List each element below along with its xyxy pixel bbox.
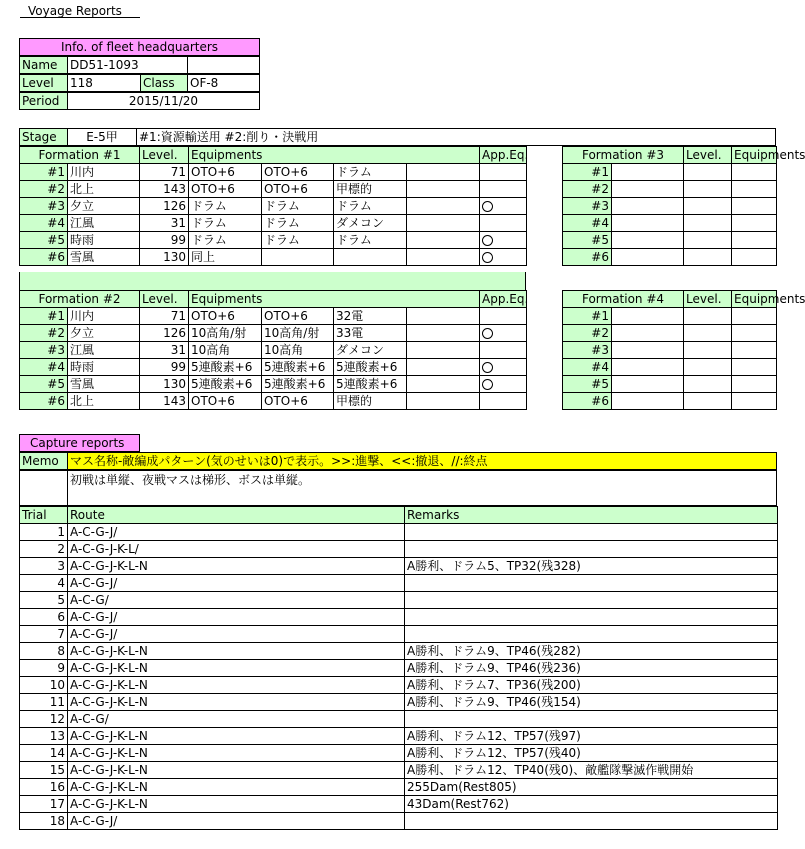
equip-2: ドラム <box>262 232 334 249</box>
ship-level <box>684 181 732 198</box>
table-row <box>20 308 527 325</box>
equip-1 <box>732 215 777 232</box>
circle-mark-icon <box>482 362 493 373</box>
slot-number: #1 <box>563 164 612 181</box>
ship-name <box>612 359 684 376</box>
table-row <box>20 745 778 762</box>
equip-1: OTO+6 <box>189 308 262 325</box>
equip-1 <box>732 164 777 181</box>
remarks-cell <box>405 524 778 541</box>
route-cell: A-C-G-J-K-L-N <box>68 694 405 711</box>
ship-name: 江風 <box>68 342 140 359</box>
slot-number: #6 <box>563 393 612 410</box>
route-cell: A-C-G-J/ <box>68 609 405 626</box>
equip-1 <box>732 181 777 198</box>
equip-2: 5連酸素+6 <box>262 376 334 393</box>
table-row <box>20 677 778 694</box>
route-cell: A-C-G-J-K-L-N <box>68 660 405 677</box>
equip-3: 甲標的 <box>334 181 407 198</box>
app-eq-cell <box>480 198 527 215</box>
table-row <box>563 342 777 359</box>
memo-label: Memo <box>19 452 68 470</box>
trial-number: 4 <box>20 575 68 592</box>
formation1-level-header: Level. <box>140 147 189 164</box>
equip-3: ダメコン <box>334 215 407 232</box>
ship-name <box>612 198 684 215</box>
table-row <box>20 215 527 232</box>
equip-1: 10高角 <box>189 342 262 359</box>
remarks-cell: A勝利、ドラム12、TP40(残0)、敵艦隊撃滅作戦開始 <box>405 762 778 779</box>
equip-4 <box>407 393 480 410</box>
table-row <box>20 558 778 575</box>
equip-1: 10高角/射 <box>189 325 262 342</box>
table-row <box>20 325 527 342</box>
ship-level <box>684 249 732 266</box>
ship-name <box>612 342 684 359</box>
equip-1: ドラム <box>189 232 262 249</box>
app-eq-cell <box>480 376 527 393</box>
table-row <box>563 325 777 342</box>
equip-2: OTO+6 <box>262 393 334 410</box>
trial-number: 10 <box>20 677 68 694</box>
route-cell: A-C-G-J-K-L/ <box>68 541 405 558</box>
table-row <box>20 541 778 558</box>
trial-number: 15 <box>20 762 68 779</box>
ship-level: 126 <box>140 325 189 342</box>
equip-3: 32電 <box>334 308 407 325</box>
ship-name <box>612 164 684 181</box>
slot-number: #6 <box>20 249 68 266</box>
equip-1: OTO+6 <box>189 181 262 198</box>
formation4-title: Formation #4 <box>563 291 684 308</box>
table-row <box>20 660 778 677</box>
capture-header: Capture reports <box>19 434 140 452</box>
remarks-cell: A勝利、ドラム9、TP46(残236) <box>405 660 778 677</box>
equip-1: 5連酸素+6 <box>189 376 262 393</box>
trial-number: 5 <box>20 592 68 609</box>
equip-1: OTO+6 <box>189 164 262 181</box>
formation3-title: Formation #3 <box>563 147 684 164</box>
equip-3: ドラム <box>334 198 407 215</box>
ship-name: 北上 <box>68 181 140 198</box>
slot-number: #5 <box>20 376 68 393</box>
route-cell: A-C-G-J-K-L-N <box>68 728 405 745</box>
ship-level: 99 <box>140 359 189 376</box>
table-row <box>20 359 527 376</box>
table-row <box>20 779 778 796</box>
app-eq-cell <box>480 393 527 410</box>
route-cell: A-C-G-J/ <box>68 813 405 830</box>
table-row <box>563 308 777 325</box>
route-cell: A-C-G-J-K-L-N <box>68 745 405 762</box>
circle-mark-icon <box>482 379 493 390</box>
equip-1 <box>732 359 777 376</box>
hq-class-value: OF-8 <box>187 74 260 92</box>
equip-1 <box>732 376 777 393</box>
table-row <box>20 694 778 711</box>
formation3-table <box>562 146 805 266</box>
ship-level: 71 <box>140 164 189 181</box>
trial-number: 14 <box>20 745 68 762</box>
slot-number: #1 <box>20 164 68 181</box>
formation1-equip-header: Equipments <box>189 147 480 164</box>
table-row <box>563 181 777 198</box>
slot-number: #3 <box>563 342 612 359</box>
formation1-title: Formation #1 <box>20 147 140 164</box>
ship-name: 江風 <box>68 215 140 232</box>
formation4-equip-header: Equipments <box>732 291 777 308</box>
ship-name: 川内 <box>68 164 140 181</box>
equip-2: 5連酸素+6 <box>262 359 334 376</box>
ship-level <box>684 325 732 342</box>
circle-mark-icon <box>482 201 493 212</box>
ship-level: 130 <box>140 376 189 393</box>
table-row <box>563 198 777 215</box>
table-row <box>20 232 527 249</box>
equip-3: 5連酸素+6 <box>334 376 407 393</box>
equip-4 <box>407 181 480 198</box>
slot-number: #5 <box>20 232 68 249</box>
slot-number: #3 <box>20 342 68 359</box>
trial-number: 9 <box>20 660 68 677</box>
ship-level <box>684 198 732 215</box>
ship-level: 31 <box>140 215 189 232</box>
equip-1 <box>732 308 777 325</box>
circle-mark-icon <box>482 235 493 246</box>
hq-name-value: DD51-1093 <box>67 56 188 74</box>
remarks-cell <box>405 813 778 830</box>
slot-number: #4 <box>20 215 68 232</box>
table-row <box>20 626 778 643</box>
equip-2 <box>262 249 334 266</box>
hq-period-value: 2015/11/20 <box>67 92 260 110</box>
sheet-title: Voyage Reports <box>20 4 140 18</box>
ship-name <box>612 308 684 325</box>
route-cell: A-C-G-J/ <box>68 626 405 643</box>
route-cell: A-C-G-J-K-L-N <box>68 558 405 575</box>
table-row <box>563 249 777 266</box>
equip-1 <box>732 198 777 215</box>
slot-number: #2 <box>563 181 612 198</box>
table-row <box>20 711 778 728</box>
equip-1 <box>732 249 777 266</box>
memo-blank <box>19 470 68 506</box>
app-eq-cell <box>480 342 527 359</box>
ship-level: 99 <box>140 232 189 249</box>
formation4-table <box>562 290 805 410</box>
formation2-level-header: Level. <box>140 291 189 308</box>
table-row <box>20 181 527 198</box>
ship-name <box>612 232 684 249</box>
slot-number: #1 <box>563 308 612 325</box>
memo-line2: 初戦は単縦、夜戦マスは梯形、ボスは単縦。 <box>67 470 777 506</box>
equip-1: ドラム <box>189 215 262 232</box>
trial-number: 2 <box>20 541 68 558</box>
slot-number: #2 <box>563 325 612 342</box>
formation1-gap <box>19 272 526 290</box>
trial-number: 12 <box>20 711 68 728</box>
equip-3: ドラム <box>334 232 407 249</box>
formation3-equip-header: Equipments <box>732 147 777 164</box>
ship-name: 川内 <box>68 308 140 325</box>
equip-2: OTO+6 <box>262 308 334 325</box>
remarks-cell: 43Dam(Rest762) <box>405 796 778 813</box>
slot-number: #4 <box>20 359 68 376</box>
circle-mark-icon <box>482 252 493 263</box>
remarks-cell: A勝利、ドラム5、TP32(残328) <box>405 558 778 575</box>
table-row <box>20 762 778 779</box>
equip-1: OTO+6 <box>189 393 262 410</box>
equip-4 <box>407 325 480 342</box>
table-row <box>563 164 777 181</box>
ship-name <box>612 376 684 393</box>
ship-level <box>684 342 732 359</box>
hq-name-label: Name <box>19 56 68 74</box>
slot-number: #3 <box>563 198 612 215</box>
trial-number: 3 <box>20 558 68 575</box>
app-eq-cell <box>480 308 527 325</box>
route-cell: A-C-G-J-K-L-N <box>68 796 405 813</box>
remarks-cell <box>405 626 778 643</box>
equip-4 <box>407 232 480 249</box>
slot-number: #5 <box>563 376 612 393</box>
equip-3: 甲標的 <box>334 393 407 410</box>
table-row <box>20 643 778 660</box>
route-cell: A-C-G/ <box>68 711 405 728</box>
formation2-table <box>19 290 527 410</box>
remarks-cell <box>405 592 778 609</box>
formation2-appeq-header: App.Eq. <box>480 291 527 308</box>
app-eq-cell <box>480 359 527 376</box>
equip-4 <box>407 249 480 266</box>
table-row <box>20 796 778 813</box>
trial-number: 13 <box>20 728 68 745</box>
trial-number: 6 <box>20 609 68 626</box>
route-cell: A-C-G-J-K-L-N <box>68 677 405 694</box>
stage-note: #1:資源輸送用 #2:削り・決戦用 <box>136 128 776 146</box>
formation3-level-header: Level. <box>684 147 732 164</box>
ship-level: 71 <box>140 308 189 325</box>
equip-3 <box>334 249 407 266</box>
equip-4 <box>407 359 480 376</box>
equip-3: ダメコン <box>334 342 407 359</box>
table-row <box>20 393 527 410</box>
route-cell: A-C-G-J-K-L-N <box>68 762 405 779</box>
remarks-cell <box>405 609 778 626</box>
equip-4 <box>407 164 480 181</box>
ship-name: 夕立 <box>68 325 140 342</box>
app-eq-cell <box>480 325 527 342</box>
ship-level <box>684 393 732 410</box>
circle-mark-icon <box>482 328 493 339</box>
ship-level: 143 <box>140 393 189 410</box>
formation4-level-header: Level. <box>684 291 732 308</box>
ship-level <box>684 164 732 181</box>
equip-2: 10高角/射 <box>262 325 334 342</box>
trial-number: 7 <box>20 626 68 643</box>
ship-name: 時雨 <box>68 232 140 249</box>
equip-3: 5連酸素+6 <box>334 359 407 376</box>
table-row <box>20 609 778 626</box>
ship-name <box>612 249 684 266</box>
trial-number: 11 <box>20 694 68 711</box>
ship-name: 雪風 <box>68 376 140 393</box>
remarks-cell: A勝利、ドラム12、TP57(残40) <box>405 745 778 762</box>
stage-value: E-5甲 <box>67 128 137 146</box>
ship-level: 143 <box>140 181 189 198</box>
equip-3: ドラム <box>334 164 407 181</box>
equip-1 <box>732 232 777 249</box>
table-row <box>20 575 778 592</box>
slot-number: #1 <box>20 308 68 325</box>
ship-level: 126 <box>140 198 189 215</box>
route-cell: A-C-G/ <box>68 592 405 609</box>
route-cell: A-C-G-J/ <box>68 575 405 592</box>
equip-2: ドラム <box>262 198 334 215</box>
ship-level: 31 <box>140 342 189 359</box>
stage-label: Stage <box>19 128 68 146</box>
equip-4 <box>407 198 480 215</box>
formation2-title: Formation #2 <box>20 291 140 308</box>
ship-name <box>612 215 684 232</box>
hq-level-value: 118 <box>67 74 141 92</box>
remarks-cell: A勝利、ドラム9、TP46(残282) <box>405 643 778 660</box>
table-row <box>20 813 778 830</box>
equip-1 <box>732 342 777 359</box>
equip-1: 5連酸素+6 <box>189 359 262 376</box>
route-cell: A-C-G-J-K-L-N <box>68 779 405 796</box>
ship-name: 北上 <box>68 393 140 410</box>
table-row <box>20 249 527 266</box>
table-row <box>20 164 527 181</box>
equip-2: OTO+6 <box>262 181 334 198</box>
app-eq-cell <box>480 249 527 266</box>
app-eq-cell <box>480 215 527 232</box>
ship-level <box>684 232 732 249</box>
equip-3: 33電 <box>334 325 407 342</box>
table-row <box>563 393 777 410</box>
ship-level <box>684 359 732 376</box>
hq-header: Info. of fleet headquarters <box>19 38 260 56</box>
formation2-equip-header: Equipments <box>189 291 480 308</box>
app-eq-cell <box>480 164 527 181</box>
table-row <box>20 524 778 541</box>
formation1-appeq-header: App.Eq. <box>480 147 527 164</box>
table-row <box>563 232 777 249</box>
table-row <box>563 376 777 393</box>
ship-name: 雪風 <box>68 249 140 266</box>
equip-4 <box>407 308 480 325</box>
ship-name: 時雨 <box>68 359 140 376</box>
equip-1: ドラム <box>189 198 262 215</box>
trial-number: 8 <box>20 643 68 660</box>
memo-line1: マス名称-敵編成パターン(気のせいは0)で表示。>>:進撃、<<:撤退、//:終点 <box>67 452 777 470</box>
slot-number: #5 <box>563 232 612 249</box>
trial-number: 17 <box>20 796 68 813</box>
slot-number: #4 <box>563 215 612 232</box>
equip-1: 同上 <box>189 249 262 266</box>
capture-table <box>19 506 778 830</box>
equip-4 <box>407 342 480 359</box>
remarks-cell: 255Dam(Rest805) <box>405 779 778 796</box>
ship-name <box>612 325 684 342</box>
equip-4 <box>407 215 480 232</box>
table-row <box>20 376 527 393</box>
hq-class-label: Class <box>140 74 188 92</box>
hq-level-label: Level <box>19 74 68 92</box>
equip-2: OTO+6 <box>262 164 334 181</box>
remarks-cell: A勝利、ドラム9、TP46(残154) <box>405 694 778 711</box>
slot-number: #2 <box>20 181 68 198</box>
equip-1 <box>732 325 777 342</box>
formation1-table <box>19 146 527 266</box>
table-row <box>20 592 778 609</box>
ship-level <box>684 376 732 393</box>
trial-header: Trial <box>20 507 68 524</box>
table-row <box>20 728 778 745</box>
trial-number: 18 <box>20 813 68 830</box>
hq-name-blank <box>187 56 260 74</box>
table-row <box>20 342 527 359</box>
app-eq-cell <box>480 232 527 249</box>
app-eq-cell <box>480 181 527 198</box>
remarks-cell: A勝利、ドラム7、TP36(残200) <box>405 677 778 694</box>
ship-name: 夕立 <box>68 198 140 215</box>
route-cell: A-C-G-J/ <box>68 524 405 541</box>
equip-1 <box>732 393 777 410</box>
ship-level <box>684 308 732 325</box>
trial-number: 1 <box>20 524 68 541</box>
table-row <box>563 359 777 376</box>
remarks-cell: A勝利、ドラム12、TP57(残97) <box>405 728 778 745</box>
route-header: Route <box>68 507 405 524</box>
equip-2: ドラム <box>262 215 334 232</box>
ship-level <box>684 215 732 232</box>
remarks-cell <box>405 541 778 558</box>
ship-name <box>612 181 684 198</box>
hq-period-label: Period <box>19 92 68 110</box>
route-cell: A-C-G-J-K-L-N <box>68 643 405 660</box>
trial-number: 16 <box>20 779 68 796</box>
table-row <box>20 198 527 215</box>
remarks-cell <box>405 575 778 592</box>
ship-name <box>612 393 684 410</box>
slot-number: #2 <box>20 325 68 342</box>
ship-level: 130 <box>140 249 189 266</box>
slot-number: #4 <box>563 359 612 376</box>
slot-number: #6 <box>563 249 612 266</box>
slot-number: #6 <box>20 393 68 410</box>
slot-number: #3 <box>20 198 68 215</box>
equip-4 <box>407 376 480 393</box>
equip-2: 10高角 <box>262 342 334 359</box>
remarks-cell <box>405 711 778 728</box>
table-row <box>563 215 777 232</box>
remarks-header: Remarks <box>405 507 778 524</box>
